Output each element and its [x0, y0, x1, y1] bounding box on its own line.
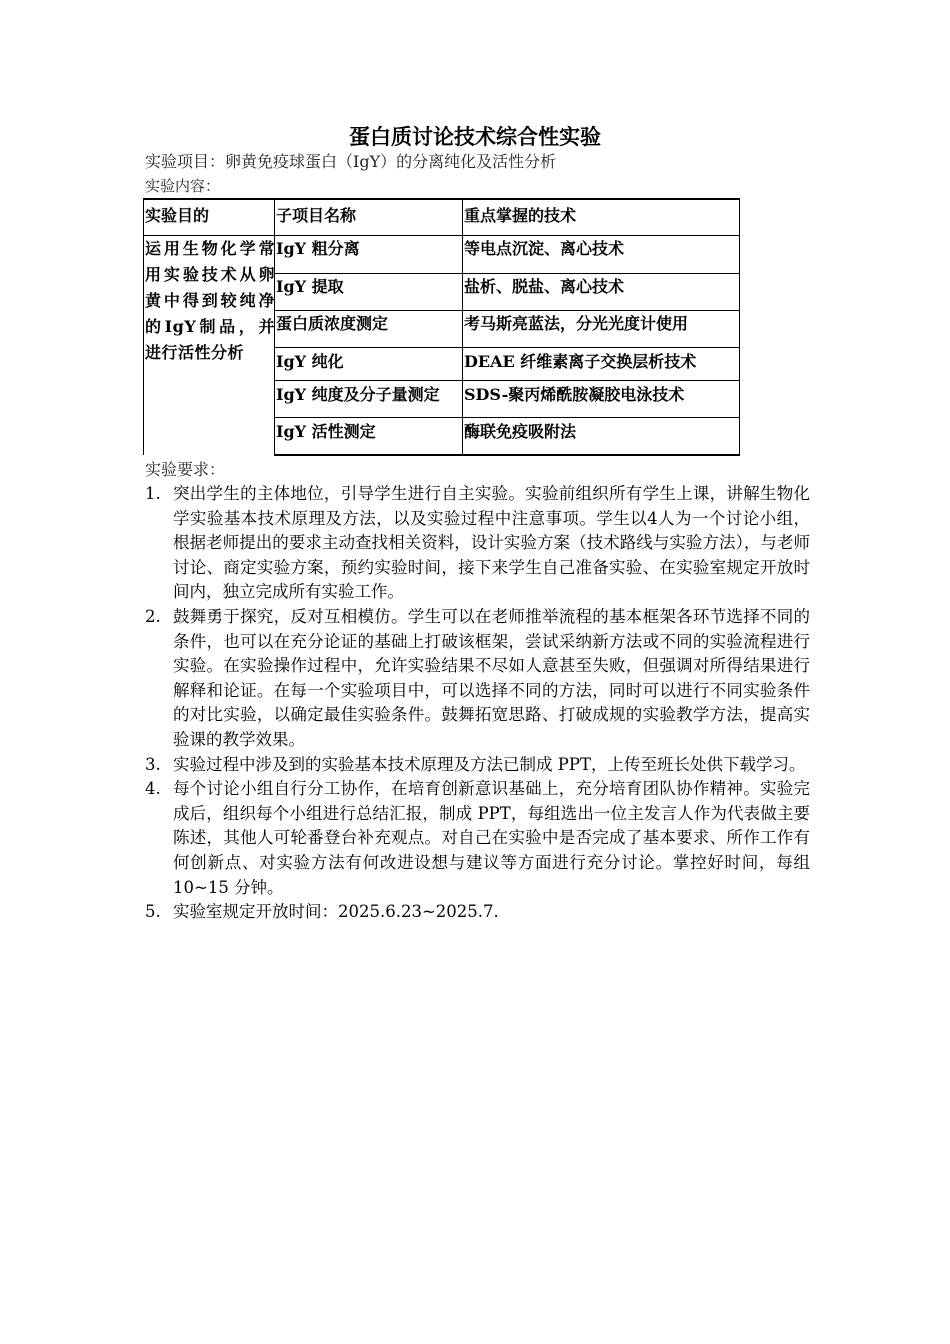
list-item	[145, 753, 810, 778]
list-item-text: 突出学生的主体地位，引导学生进行自主实验。实验前组织所有学生上课，讲解生物化学实验基本技术原理及方法，以及实验过程中注意事项。学生以4人为一个讨论小组，根据老师提出的要求主动查找相关资料，设计实验方案（技术路线与实验方法），与老师讨论、商定实验方案，预约实验时间，接下来学生自己准备实验、在实验室规定开放时间内，独立完成所有实验工作。	[173, 484, 810, 602]
list-item-text: 实验过程中涉及到的实验基本技术原理及方法已制成 PPT，上传至班长处供下载学习。	[173, 754, 806, 774]
project-line: 实验项目：卵黄免疫球蛋白（IgY）的分离纯化及活性分析	[145, 152, 557, 171]
list-item-number: 3.	[145, 754, 161, 774]
list-item-text: 每个讨论小组自行分工协作，在培育创新意识基础上，充分培育团队协作精神。实验完成后，组织每个小组进行总结汇报，制成 PPT，每组选出一位主发言人作为代表做主要陈述，其他人可轮番登台补充观点。对自己在实验中是否完成了基本要求、所作工作有何创新点、对实验方法有何改进设想与建议等方面进行充分讨论。掌控好时间，每组 10~15 分钟。	[173, 779, 810, 897]
list-item-number: 1.	[145, 484, 161, 503]
table-rule	[275, 417, 740, 418]
table-row-name: IgY 粗分离	[276, 239, 360, 258]
table-row-technique: 酶联免疫吸附法	[464, 422, 577, 441]
table-row-name: 蛋白质浓度测定	[276, 314, 389, 333]
list-item-number: 4.	[145, 779, 161, 799]
requirements-label: 实验要求：	[145, 460, 226, 479]
list-item	[145, 900, 810, 925]
content-label: 实验内容：	[145, 177, 221, 195]
list-item	[145, 605, 810, 753]
table-row-technique: 等电点沉淀、离心技术	[464, 239, 625, 258]
experiment-table	[143, 198, 740, 457]
table-purpose-cell: 运用生物化学常用实验技术从卵黄中得到较纯净的IgY制品，并进行活性分析	[145, 239, 275, 362]
table-border-bottom	[274, 454, 740, 456]
table-row-technique: DEAE 纤维素离子交换层析技术	[464, 352, 697, 371]
document-title: 蛋白质讨论技术综合性实验	[349, 124, 601, 149]
table-header-subproject: 子项目名称	[276, 206, 357, 225]
requirements-list	[145, 482, 810, 925]
list-item-text: 鼓舞勇于探究，反对互相模仿。学生可以在老师推举流程的基本框架各环节选择不同的条件，也可以在充分论证的基础上打破该框架，尝试采纳新方法或不同的实验流程进行实验。在实验操作过程中，允许实验结果不尽如人意甚至失败，但强调对所得结果进行解释和论证。在每一个实验项目中，可以选择不同的方法，同时可以进行不同实验条件的对比实验，以确定最佳实验条件。鼓舞拓宽思路、打破成规的实验教学方法，提高实验课的教学效果。	[173, 606, 810, 749]
table-row-technique: 盐析、脱盐、离心技术	[464, 277, 625, 296]
table-rule	[275, 380, 740, 381]
table-row-technique: 考马斯亮蓝法，分光光度计使用	[464, 314, 689, 333]
list-item-number: 5.	[145, 902, 161, 922]
table-row-name: IgY 纯化	[276, 352, 344, 371]
table-header-purpose: 实验目的	[145, 206, 210, 225]
list-item-text: 实验室规定开放时间：2025.6.23~2025.7.	[173, 902, 499, 922]
table-header-technique: 重点掌握的技术	[464, 206, 577, 225]
table-row-name: IgY 活性测定	[276, 422, 376, 441]
table-col-divider	[462, 198, 463, 456]
table-row-technique: SDS-聚丙烯酰胺凝胶电泳技术	[464, 385, 685, 404]
table-row-name: IgY 纯度及分子量测定	[276, 385, 440, 404]
table-border-left	[143, 198, 144, 455]
list-item	[145, 482, 810, 605]
table-border-top	[143, 198, 740, 200]
table-row-name: IgY 提取	[276, 277, 344, 296]
list-item	[145, 777, 810, 900]
table-border-right	[739, 198, 740, 456]
list-item-number: 2.	[145, 606, 161, 626]
table-rule	[275, 347, 740, 348]
